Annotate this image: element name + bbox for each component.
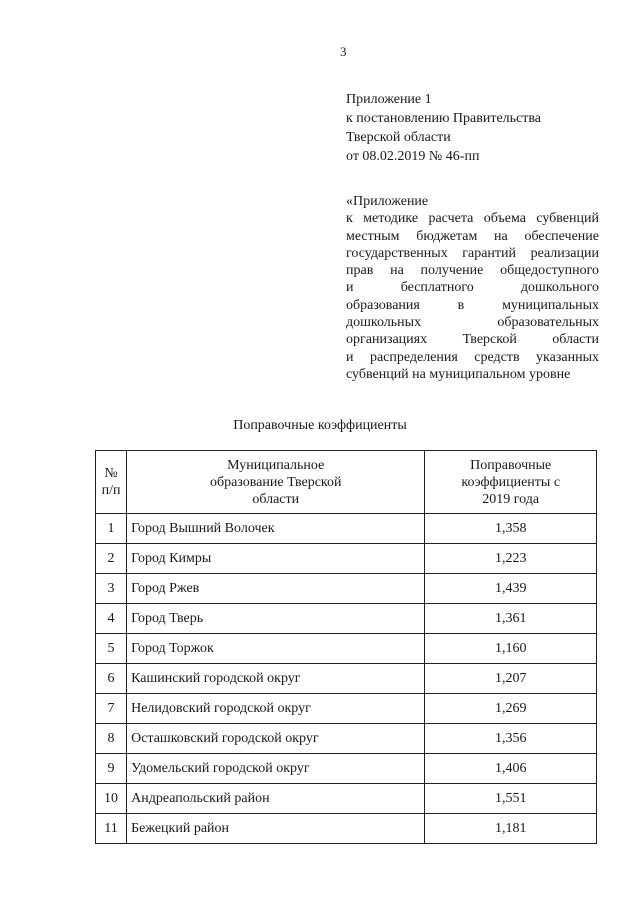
row-value: 1,406 — [425, 754, 597, 784]
row-value: 1,223 — [425, 544, 597, 574]
appendix-2-line: «Приложение — [346, 194, 429, 209]
table-row — [96, 544, 597, 574]
row-name: Андреапольский район — [127, 784, 425, 814]
row-num: 4 — [96, 604, 127, 634]
row-value: 1,269 — [425, 694, 597, 724]
table-row — [96, 694, 597, 724]
row-num: 8 — [96, 724, 127, 754]
row-value: 1,358 — [425, 514, 597, 544]
appendix-2-line: местным бюджетам на обеспечение — [346, 228, 599, 244]
row-name: Кашинский городской округ — [127, 664, 425, 694]
table-row — [96, 814, 597, 844]
row-num: 3 — [96, 574, 127, 604]
row-name: Город Ржев — [127, 574, 425, 604]
table-row — [96, 754, 597, 784]
table-row — [96, 664, 597, 694]
appendix-2-line: к методике расчета объема субвенций — [346, 211, 599, 227]
coefficients-table — [95, 450, 597, 844]
row-num: 7 — [96, 694, 127, 724]
row-name: Удомельский городской округ — [127, 754, 425, 784]
appendix-2-line: и распределения средств указанных — [346, 349, 599, 365]
appendix-2-line: субвенций на муниципальном уровне — [346, 366, 571, 382]
header-coefficient: Поправочные коэффициенты с 2019 года — [425, 451, 597, 514]
row-num: 10 — [96, 784, 127, 814]
table-row — [96, 784, 597, 814]
appendix-1-line: Приложение 1 — [346, 92, 432, 107]
row-value: 1,207 — [425, 664, 597, 694]
row-name: Город Торжок — [127, 634, 425, 664]
row-value: 1,181 — [425, 814, 597, 844]
table-row — [96, 514, 597, 544]
row-value: 1,356 — [425, 724, 597, 754]
row-value: 1,361 — [425, 604, 597, 634]
row-num: 1 — [96, 514, 127, 544]
appendix-2-line: образования в муниципальных — [346, 297, 599, 313]
table-row — [96, 574, 597, 604]
appendix-2-line: организациях Тверской области — [346, 332, 599, 348]
appendix-2-line: дошкольных образовательных — [346, 315, 599, 331]
appendix-1-line: Тверской области — [346, 130, 451, 145]
appendix-1-header — [346, 90, 541, 166]
header-municipality: Муниципальное образование Тверской области — [127, 451, 425, 514]
row-name: Город Кимры — [127, 544, 425, 574]
row-name: Город Тверь — [127, 604, 425, 634]
table-row — [96, 634, 597, 664]
appendix-2-line: прав на получение общедоступного — [346, 263, 599, 279]
row-name: Осташковский городской округ — [127, 724, 425, 754]
row-num: 9 — [96, 754, 127, 784]
appendix-2-header — [346, 193, 599, 383]
row-value: 1,160 — [425, 634, 597, 664]
page-number: 3 — [340, 44, 347, 59]
row-num: 11 — [96, 814, 127, 844]
appendix-2-line: и бесплатного дошкольного — [346, 280, 599, 296]
row-num: 2 — [96, 544, 127, 574]
row-name: Город Вышний Волочек — [127, 514, 425, 544]
row-num: 6 — [96, 664, 127, 694]
appendix-1-line: от 08.02.2019 № 46-пп — [346, 149, 480, 164]
row-value: 1,551 — [425, 784, 597, 814]
table-row — [96, 724, 597, 754]
table-title: Поправочные коэффициенты — [233, 418, 407, 433]
table-row — [96, 604, 597, 634]
row-name: Нелидовский городской округ — [127, 694, 425, 724]
appendix-2-line: государственных гарантий реализации — [346, 245, 599, 261]
row-value: 1,439 — [425, 574, 597, 604]
table-header-row — [96, 451, 597, 514]
row-name: Бежецкий район — [127, 814, 425, 844]
header-num: № п/п — [96, 451, 127, 514]
appendix-1-line: к постановлению Правительства — [346, 111, 542, 126]
row-num: 5 — [96, 634, 127, 664]
